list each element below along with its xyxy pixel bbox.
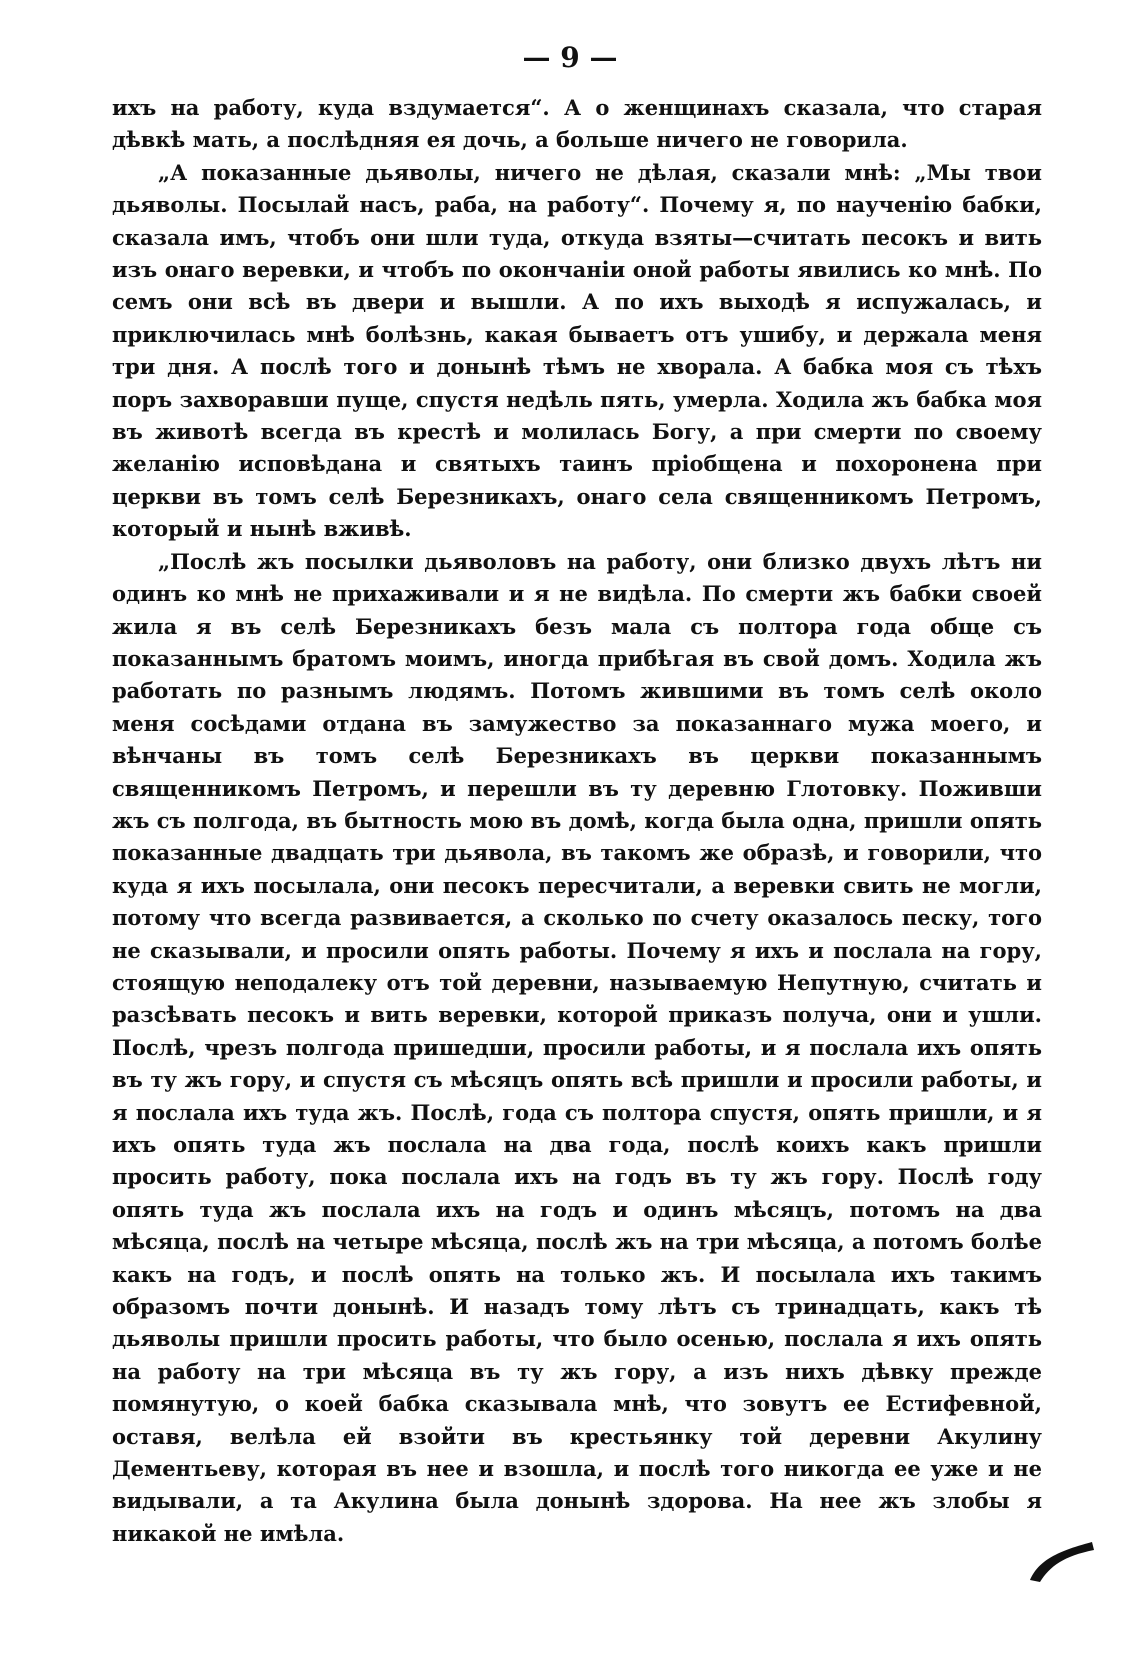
paragraph-1: ихъ на работу, куда вздумается“. А о женщинахъ сказала, что старая дѣвкѣ мать, а послѣдняя ея дочь, а больше ничего не говорила. xyxy=(112,95,1042,153)
page-number-header: — 9 — xyxy=(522,41,618,74)
paragraph-2: „А показанные дьяволы, ничего не дѣлая, сказали мнѣ: „Мы твои дьяволы. Посылай насъ, раба, на работу“. Почему я, по наученію бабки, сказала имъ, чтобъ они шли туда, откуда взяты—считать песокъ и вить изъ онаго веревки, и чтобъ по окончаніи оной работы явились ко мнѣ. По семъ они всѣ въ двери и вышли. А по ихъ выходѣ я испужалась, и приключилась мнѣ болѣзнь, какая бываетъ отъ ушибу, и держала меня три дня. А послѣ того и донынѣ тѣмъ не хворала. А бабка моя съ тѣхъ поръ захворавши пуще, спустя недѣль пять, умерла. Ходила жъ бабка моя въ животѣ всегда въ крестѣ и молилась Богу, а при смерти по своему желанію исповѣдана и святыхъ таинъ пріобщена и похоронена при церкви въ томъ селѣ Березникахъ, онаго села священникомъ Петромъ, который и нынѣ вживѣ. xyxy=(112,159,1042,542)
ink-stroke-mark-icon xyxy=(1024,1522,1098,1584)
paragraph-3: „Послѣ жъ посылки дьяволовъ на работу, они близко двухъ лѣтъ ни одинъ ко мнѣ не прихаживали и я не видѣла. По смерти жъ бабки своей жила я въ селѣ Березникахъ безъ мала съ полтора года обще съ показаннымъ братомъ моимъ, иногда прибѣгая въ свой домъ. Ходила жъ работать по разнымъ людямъ. Потомъ жившими въ томъ селѣ около меня сосѣдами отдана въ замужество за показаннаго мужа моего, и вѣнчаны въ томъ селѣ Березникахъ въ церкви показаннымъ священникомъ Петромъ, и перешли въ ту деревню Глотовку. Поживши жъ съ полгода, въ бытность мою въ домѣ, когда была одна, пришли опять показанные двадцать три дьявола, въ такомъ же образѣ, и говорили, что куда я ихъ посылала, они песокъ пересчитали, а веревки свить не могли, потому что всегда развивается, а сколько по счету оказалось песку, того не сказывали, и просили опять работы. Почему я ихъ и послала на гору, стоящую неподалеку отъ той деревни, называемую Непутную, считать и разсѣвать песокъ и вить веревки, которой приказъ получа, они и ушли. Послѣ, чрезъ полгода пришедши, просили работы, и я послала ихъ опять въ ту жъ гору, и спустя съ мѣсяцъ опять всѣ пришли и просили работы, и я послала ихъ туда жъ. Послѣ, года съ полтора спустя, опять пришли, и я ихъ опять туда жъ послала на два года, послѣ коихъ какъ пришли просить работу, пока послала ихъ на годъ въ ту жъ гору. Послѣ году опять туда жъ послала ихъ на годъ и одинъ мѣсяцъ, потомъ на два мѣсяца, послѣ на четыре мѣсяца, послѣ жъ на три мѣсяца, а потомъ болѣе какъ на годъ, и послѣ опять на только жъ. И посылала ихъ такимъ образомъ почти донынѣ. И назадъ тому лѣтъ съ тринадцать, какъ тѣ дьяволы пришли просить работы, что было осенью, послала я ихъ опять на работу на три мѣсяца въ ту жъ гору, а изъ нихъ дѣвку прежде помянутую, о коей бабка сказывала мнѣ, что зовутъ ее Естифевной, оставя, велѣла ей взойти въ крестьянку той деревни Акулину Дементьеву, которая въ нее и взошла, и послѣ того никогда ее уже и не видывали, а та Акулина была донынѣ здорова. На нее жъ злобы я никакой не имѣла. xyxy=(112,548,1042,1546)
body-text xyxy=(112,92,1042,1550)
